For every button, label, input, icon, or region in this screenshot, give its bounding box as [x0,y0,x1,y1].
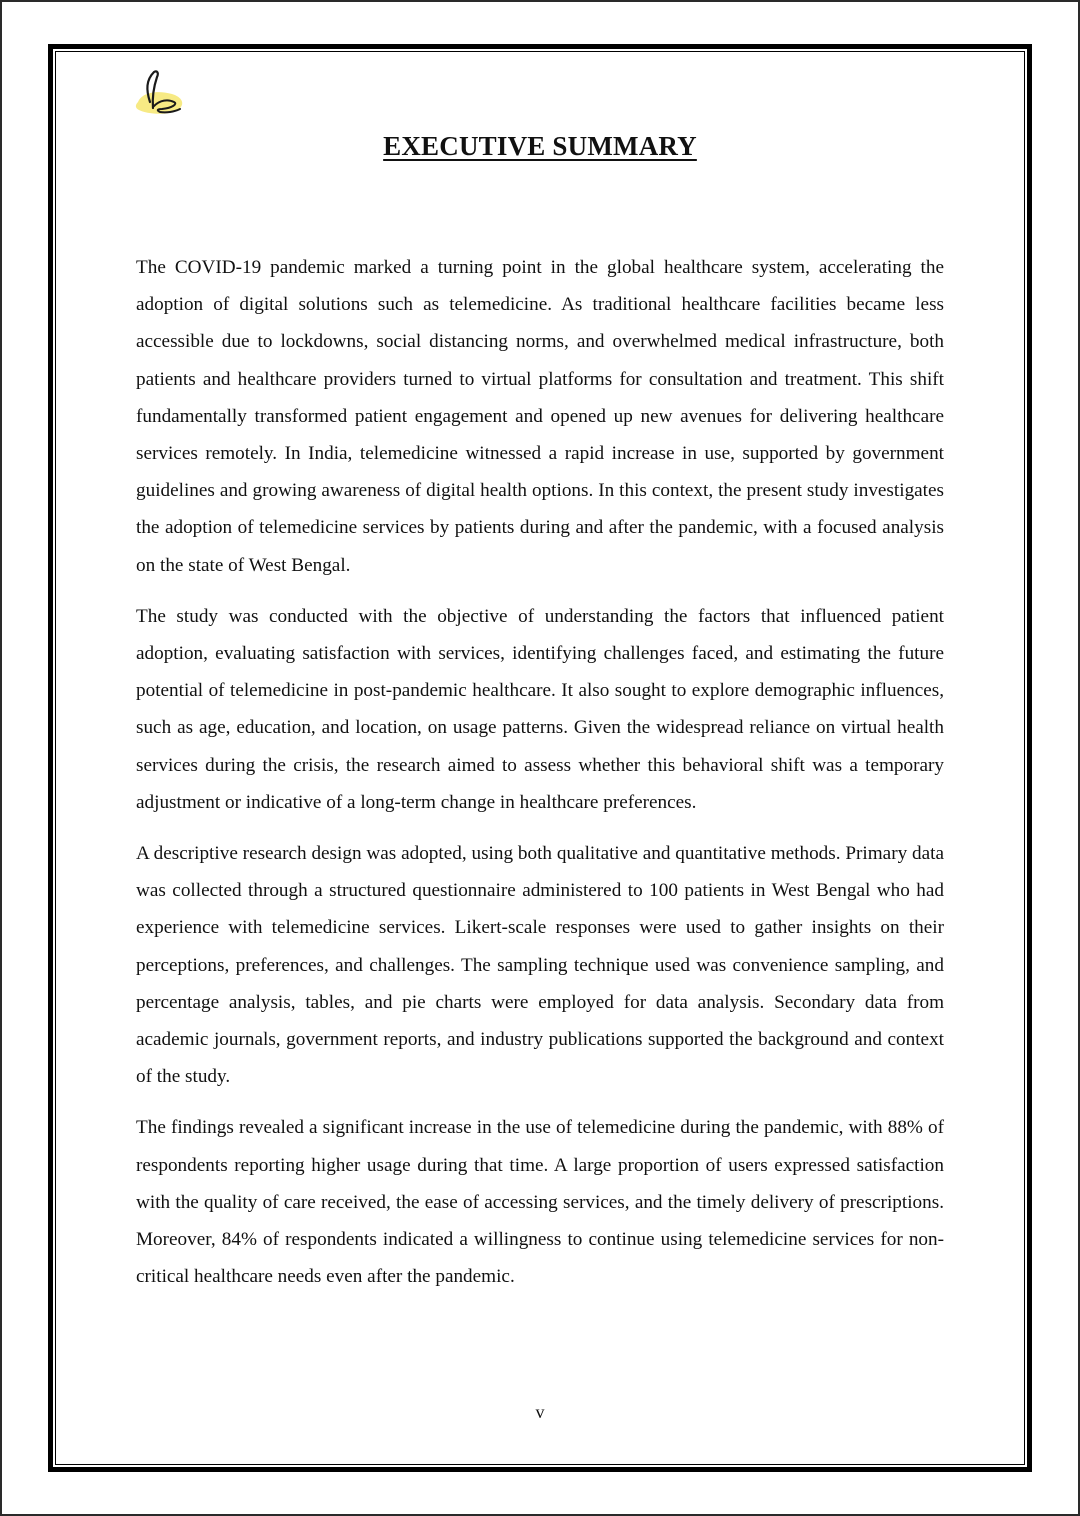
paragraph-2: The study was conducted with the objective of understanding the factors that influenced patient adoption, evaluating satisfaction with services, identifying challenges faced, and estimating the future potential of telemedicine in post-pandemic healthcare. It also sought to explore demographic influences, such as age, education, and location, on usage patterns. Given the widespread reliance on virtual health services during the crisis, the research aimed to assess whether this behavioral shift was a temporary adjustment or indicative of a long-term change in healthcare preferences. [136,605,944,813]
page-number: v [535,1402,545,1422]
paragraph-3: A descriptive research design was adopted, using both qualitative and quantitative methods. Primary data was collected through a structured questionnaire administered to 100 patients in West Bengal who had experience with telemedicine services. Likert-scale responses were used to gather insights on their perceptions, preferences, and challenges. The sampling technique used was convenience sampling, and percentage analysis, tables, and pie charts were employed for data analysis. Secondary data from academic journals, government reports, and industry publications supported the background and context of the study. [136,843,944,1088]
body-text [136,249,944,1309]
title-text: EXECUTIVE SUMMARY [383,131,697,161]
page-title [0,131,1080,162]
pen-highlight-icon [132,68,190,120]
paragraph-1: The COVID-19 pandemic marked a turning point in the global healthcare system, accelerating the adoption of digital solutions such as telemedicine. As traditional healthcare facilities became less accessible due to lockdowns, social distancing norms, and overwhelmed medical infrastructure, both patients and healthcare providers turned to virtual platforms for consultation and treatment. This shift fundamentally transformed patient engagement and opened up new avenues for delivering healthcare services remotely. In India, telemedicine witnessed a rapid increase in use, supported by government guidelines and growing awareness of digital health options. In this context, the present study investigates the adoption of telemedicine services by patients during and after the pandemic, with a focused analysis on the state of West Bengal. [136,257,944,576]
paragraph-4: The findings revealed a significant increase in the use of telemedicine during the pandemic, with 88% of respondents reporting higher usage during that time. A large proportion of users expressed satisfaction with the quality of care received, the ease of accessing services, and the timely delivery of prescriptions. Moreover, 84% of respondents indicated a willingness to continue using telemedicine services for non-critical healthcare needs even after the pandemic. [136,1117,944,1288]
